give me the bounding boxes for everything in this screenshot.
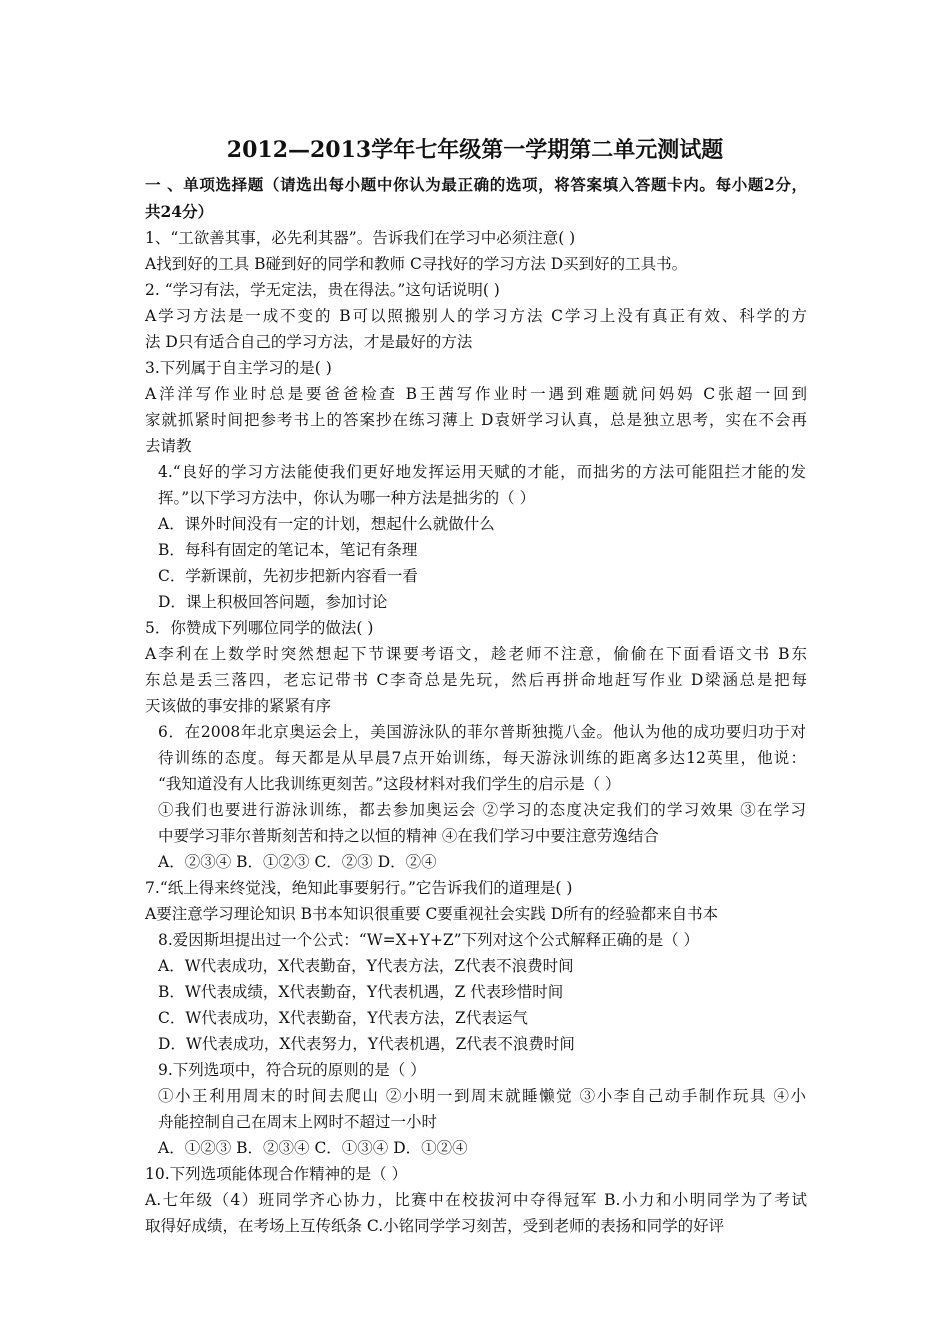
question-8: 8.爱因斯坦提出过一个公式：“W=X+Y+Z”下列对这个公式解释正确的是（ ） xyxy=(158,931,699,949)
page-title: 2012—2013学年七年级第一学期第二单元测试题 xyxy=(226,137,724,163)
question-5-options-end: 天该做的事安排的紧紧有序 xyxy=(145,697,332,715)
question-10: 10.下列选项能体现合作精神的是（ ） xyxy=(145,1165,408,1183)
question-9-options: A．①②③ B．②③④ C．①③④ D．①②④ xyxy=(158,1139,468,1157)
question-4-option-b: B．每科有固定的笔记本，笔记有条理 xyxy=(158,541,418,559)
question-4: 4.“良好的学习方法能使我们更好地发挥运用天赋的才能，而拙劣的方法可能阻拦才能的发 xyxy=(158,463,806,481)
question-4-option-c: C．学新课前，先初步把新内容看一看 xyxy=(158,567,418,585)
question-6-statements: ①我们也要进行游泳训练，都去参加奥运会 ②学习的态度决定我们的学习效果 ③在学习 xyxy=(158,801,806,819)
question-5-options: A李利在上数学时突然想起下节课要考语文，趁老师不注意，偷偷在下面看语文书 B东 xyxy=(145,645,807,663)
question-5: 5．你赞成下列哪位同学的做法( ) xyxy=(145,619,374,637)
question-2-options-cont: 法 D只有适合自己的学习方法，才是最好的方法 xyxy=(145,333,473,351)
question-5-options-cont: 东总是丢三落四，老忘记带书 C李奇总是先玩，然后再拼命地赶写作业 D梁涵总是把每 xyxy=(145,671,807,689)
question-6: 6．在2008年北京奥运会上，美国游泳队的菲尔普斯独揽八金。他认为他的成功要归功于对 xyxy=(158,723,806,741)
question-4-option-d: D．课上积极回答问题，参加讨论 xyxy=(158,593,388,611)
question-9: 9.下列选项中，符合玩的原则的是（ ） xyxy=(158,1061,426,1079)
question-9-statements-cont: 舟能控制自己在周末上网时不超过一小时 xyxy=(158,1113,438,1131)
question-6-cont-2: “我知道没有人比我训练更刻苦。”这段材料对我们学生的启示是（ ） xyxy=(158,775,621,793)
question-1-options: A找到好的工具 B碰到好的同学和教师 C寻找好的学习方法 D买到好的工具书。 xyxy=(145,255,688,273)
question-7-options: A要注意学习理论知识 B书本知识很重要 C要重视社会实践 D所有的经验都来自书本 xyxy=(145,905,719,923)
question-8-option-b: B．W代表成绩，X代表勤奋，Y代表机遇，Z 代表珍惜时间 xyxy=(158,983,564,1001)
question-6-options: A．②③④ B．①②③ C．②③ D．②④ xyxy=(158,853,437,871)
question-1: 1、“工欲善其事，必先利其器”。告诉我们在学习中必须注意( ) xyxy=(145,229,576,247)
question-6-statements-cont: 中要学习菲尔普斯刻苦和持之以恒的精神 ④在我们学习中要注意劳逸结合 xyxy=(158,827,659,845)
question-10-options-cont: 取得好成绩，在考场上互传纸条 C.小铭同学学习刻苦，受到老师的表扬和同学的好评 xyxy=(145,1217,725,1235)
question-10-options: A.七年级（4）班同学齐心协力，比赛中在校拔河中夺得冠军 B.小力和小明同学为了考试 xyxy=(145,1191,807,1209)
question-3-options-cont: 家就抓紧时间把参考书上的答案抄在练习薄上 D袁妍学习认真，总是独立思考，实在不会再 xyxy=(145,411,807,429)
section-heading-cont: 共24分） xyxy=(145,202,214,221)
question-8-option-a: A．W代表成功，X代表勤奋，Y代表方法，Z代表不浪费时间 xyxy=(158,957,574,975)
question-3-options-end: 去请教 xyxy=(145,437,192,455)
section-heading: 一 、单项选择题（请选出每小题中你认为最正确的选项，将答案填入答题卡内。每小题2分， xyxy=(145,175,807,194)
question-4-cont: 挥。”以下学习方法中，你认为哪一种方法是拙劣的（ ） xyxy=(158,489,536,507)
question-9-statements: ①小王利用周末的时间去爬山 ②小明一到周末就睡懒觉 ③小李自己动手制作玩具 ④小 xyxy=(158,1087,806,1105)
question-8-option-d: D．W代表成功，X代表努力，Y代表机遇，Z代表不浪费时间 xyxy=(158,1035,575,1053)
question-3-options: A洋洋写作业时总是要爸爸检查 B王茜写作业时一遇到难题就问妈妈 C张超一回到 xyxy=(145,385,807,403)
question-2-options: A学习方法是一成不变的 B可以照搬别人的学习方法 C学习上没有真正有效、科学的方 xyxy=(145,307,807,325)
question-6-cont: 待训练的态度。每天都是从早晨7点开始训练，每天游泳训练的距离多达12英里，他说： xyxy=(158,749,806,767)
question-3: 3.下列属于自主学习的是( ) xyxy=(145,359,332,377)
question-2: 2. “学习有法，学无定法，贵在得法。”这句话说明( ) xyxy=(145,281,500,299)
question-7: 7.“纸上得来终觉浅，绝知此事要躬行。”它告诉我们的道理是( ) xyxy=(145,879,573,897)
question-8-option-c: C．W代表成功，X代表勤奋，Y代表方法，Z代表运气 xyxy=(158,1009,528,1027)
question-4-option-a: A．课外时间没有一定的计划，想起什么就做什么 xyxy=(158,515,495,533)
